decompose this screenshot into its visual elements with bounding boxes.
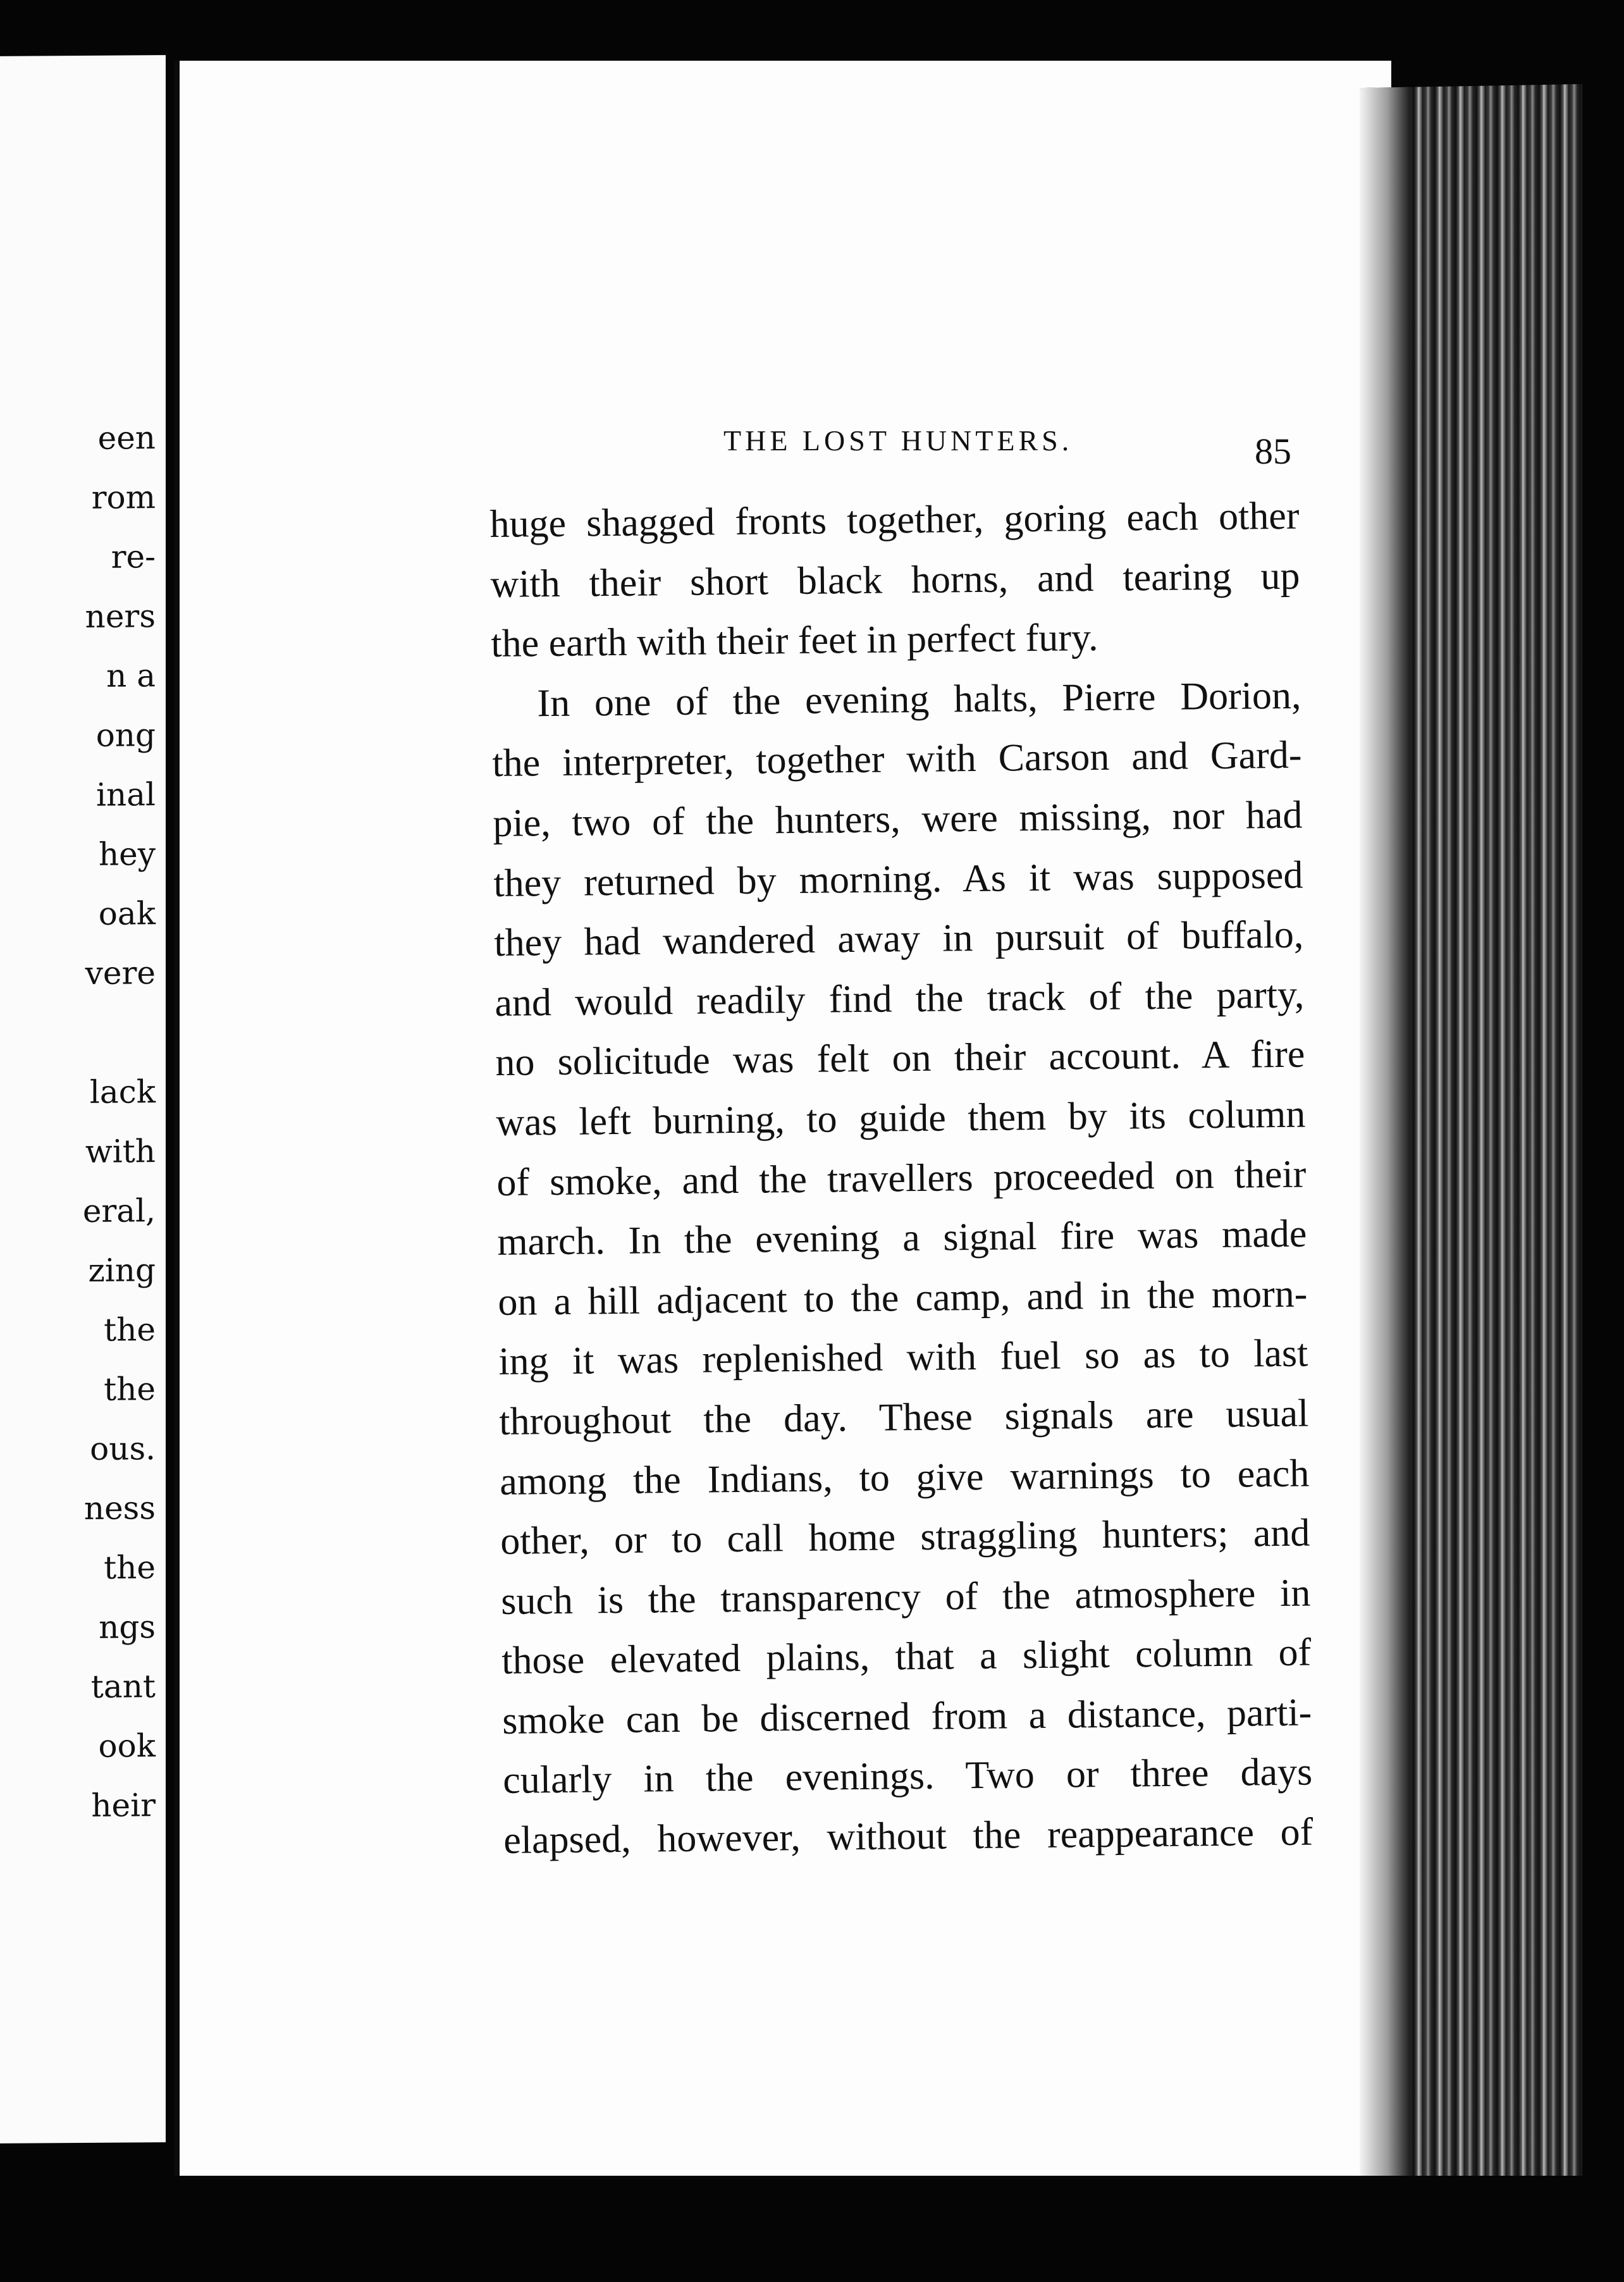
text-line: huge shagged fronts together, goring each other [489, 494, 1300, 546]
facing-line-fragment: ook [98, 1727, 156, 1765]
facing-line-fragment: n a [106, 657, 156, 694]
facing-line-fragment: een [97, 419, 156, 457]
facing-line-fragment: rom [91, 479, 156, 516]
running-head: THE LOST HUNTERS. [723, 424, 1073, 457]
facing-line-fragment: the [104, 1371, 156, 1408]
text-line: other, or to call home straggling hunters; and [500, 1511, 1310, 1563]
text-line: smoke can be discerned from a distance, parti- [501, 1691, 1312, 1742]
facing-line-fragment: re- [111, 538, 156, 576]
book-fore-edge [1360, 84, 1582, 2194]
facing-line-fragment: ners [85, 598, 156, 635]
scan-background [0, 2176, 1624, 2282]
text-line: the earth with their feet in perfect fury. [491, 616, 1098, 666]
facing-line-fragment: inal [96, 776, 156, 813]
facing-line-fragment: the [104, 1549, 156, 1586]
facing-line-fragment: tant [90, 1668, 156, 1705]
text-line: was left burning, to guide them by its column [496, 1092, 1306, 1144]
text-line: among the Indians, to give warnings to each [499, 1452, 1310, 1503]
text-line: and would readily find the track of the party, [495, 973, 1305, 1025]
facing-line-fragment: oak [98, 895, 156, 932]
text-line: pie, two of the hunters, were missing, nor had [493, 793, 1303, 845]
book-page [175, 61, 1391, 2199]
text-line: cularly in the evenings. Two or three days [502, 1750, 1313, 1803]
text-line: of smoke, and the travellers proceeded on their [496, 1152, 1307, 1204]
facing-line-fragment: vere [85, 954, 156, 992]
facing-line-fragment: ong [95, 717, 156, 754]
facing-line-fragment: heir [91, 1787, 156, 1824]
text-line: throughout the day. These signals are usual [498, 1391, 1309, 1443]
facing-line-fragment: the [104, 1311, 156, 1348]
text-line: elapsed, however, without the reappearance of [503, 1810, 1313, 1862]
text-line: such is the transparency of the atmosphere in [500, 1571, 1311, 1623]
text-line: those elevated plains, that a slight column of [501, 1631, 1312, 1683]
facing-line-fragment: lack [89, 1073, 156, 1111]
text-line: In one of the evening halts, Pierre Dorion, [537, 674, 1301, 725]
facing-line-fragment: ous. [90, 1430, 156, 1467]
text-line: ing it was replenished with fuel so as to last [498, 1331, 1308, 1384]
facing-line-fragment: with [85, 1133, 156, 1170]
text-line: the interpreter, together with Carson and Gard- [492, 733, 1302, 786]
text-line: they had wandered away in pursuit of buffalo, [494, 913, 1304, 965]
page-curl [1360, 87, 1410, 2194]
text-line: no solicitude was felt on their account. A fire [495, 1032, 1305, 1085]
text-line: they returned by morning. As it was supposed [493, 853, 1303, 905]
facing-line-fragment: zing [88, 1252, 156, 1289]
text-line: march. In the evening a signal fire was made [497, 1212, 1307, 1264]
page-number: 85 [1255, 431, 1291, 472]
facing-line-fragment: hey [98, 836, 156, 873]
text-line: on a hill adjacent to the camp, and in the morn- [498, 1272, 1308, 1324]
facing-page-left [0, 55, 166, 2143]
facing-line-fragment: ngs [99, 1608, 156, 1646]
text-line: with their short black horns, and tearing up [490, 554, 1300, 606]
body-text [489, 486, 1313, 1871]
facing-line-fragment: ness [83, 1489, 156, 1527]
facing-line-fragment: eral, [82, 1192, 156, 1230]
